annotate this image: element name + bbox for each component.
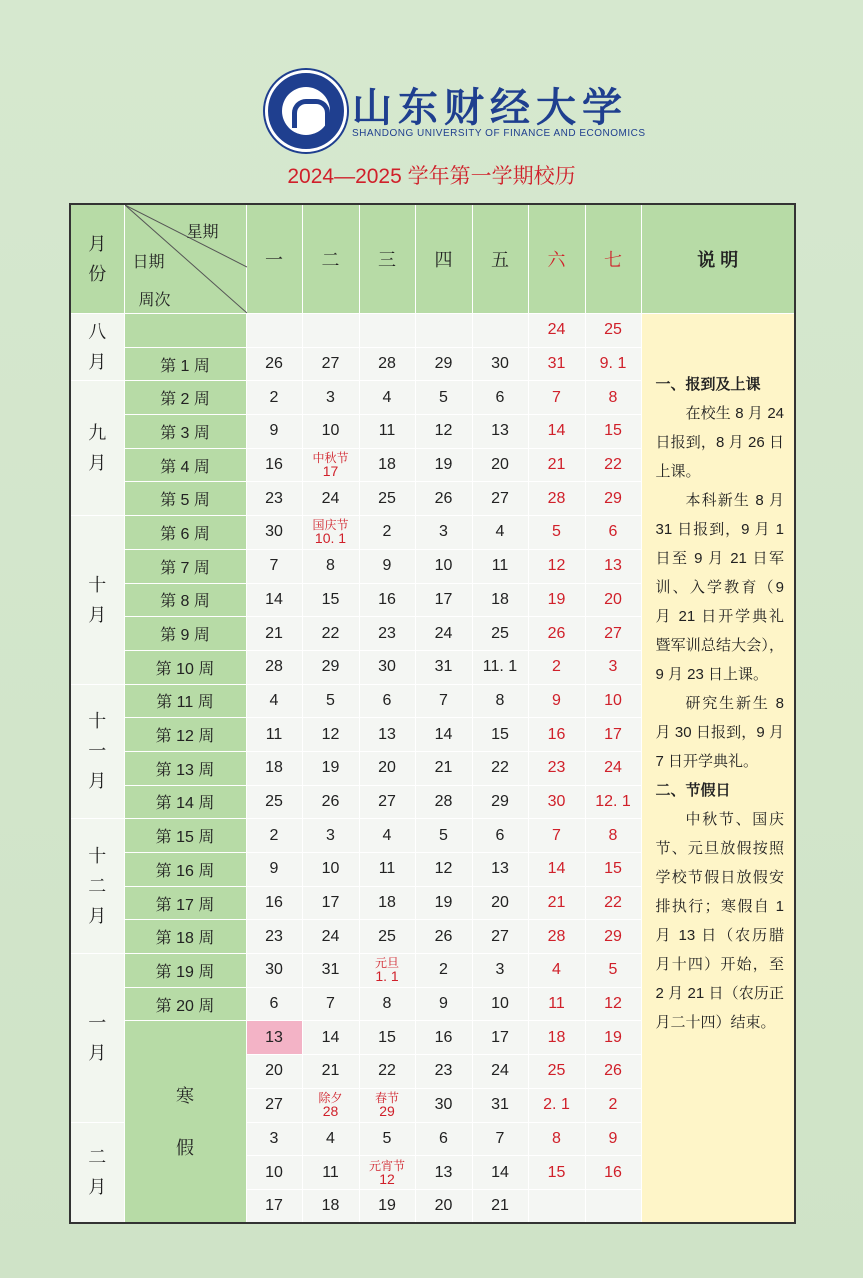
date-cell: 16 bbox=[359, 583, 415, 617]
date-cell bbox=[302, 314, 359, 348]
note-heading-2: 二、节假日 bbox=[655, 782, 731, 799]
week-cell: 第 5 周 bbox=[124, 482, 246, 516]
date-cell: 3 bbox=[415, 516, 472, 550]
date-cell: 4 bbox=[528, 954, 585, 988]
date-cell: 4 bbox=[359, 819, 415, 853]
date-cell: 27 bbox=[472, 482, 528, 516]
week-cell: 第 1 周 bbox=[124, 347, 246, 381]
date-cell: 19 bbox=[415, 886, 472, 920]
day-header-tue: 二 bbox=[302, 204, 359, 314]
date-cell: 12 bbox=[528, 549, 585, 583]
date-cell: 11 bbox=[528, 987, 585, 1021]
week-cell: 第 3 周 bbox=[124, 415, 246, 449]
date-cell: 14 bbox=[246, 583, 302, 617]
date-cell: 16 bbox=[585, 1156, 641, 1190]
diagonal-header bbox=[124, 204, 246, 314]
note-paragraph-2: 本科新生 8 月 31 日报到，9 月 1 日至 9 月 21 日军训、入学教育（9 月 21 日开学典礼暨军训总结大会），9 月 23 日上课。 bbox=[655, 492, 784, 683]
date-cell: 14 bbox=[528, 853, 585, 887]
date-cell: 3 bbox=[246, 1122, 302, 1156]
date-cell: 24 bbox=[415, 617, 472, 651]
date-cell: 13 bbox=[585, 549, 641, 583]
calendar-table bbox=[69, 203, 796, 1224]
date-cell: 25 bbox=[472, 617, 528, 651]
date-cell: 20 bbox=[472, 886, 528, 920]
week-cell: 第 9 周 bbox=[124, 617, 246, 651]
date-cell: 22 bbox=[585, 448, 641, 482]
date-cell: 5 bbox=[415, 381, 472, 415]
date-cell bbox=[415, 314, 472, 348]
date-cell: 19 bbox=[302, 751, 359, 785]
date-cell: 23 bbox=[528, 751, 585, 785]
date-cell: 8 bbox=[302, 549, 359, 583]
date-cell: 17 bbox=[415, 583, 472, 617]
week-cell: 第 10 周 bbox=[124, 650, 246, 684]
date-cell: 15 bbox=[585, 415, 641, 449]
date-cell: 16 bbox=[415, 1021, 472, 1055]
winter-break-cell: 寒假 bbox=[124, 1021, 246, 1223]
week-cell: 第 12 周 bbox=[124, 718, 246, 752]
date-cell: 5 bbox=[415, 819, 472, 853]
date-cell: 2 bbox=[246, 819, 302, 853]
date-cell: 12 bbox=[585, 987, 641, 1021]
date-cell: 24 bbox=[472, 1055, 528, 1089]
date-cell: 9 bbox=[415, 987, 472, 1021]
day-header-mon: 一 bbox=[246, 204, 302, 314]
page-title: 2024—2025 学年第一学期校历 bbox=[287, 165, 576, 188]
day-header-wed: 三 bbox=[359, 204, 415, 314]
note-header: 说 明 bbox=[641, 204, 795, 314]
date-label: 日期 bbox=[132, 254, 165, 271]
date-cell: 2 bbox=[415, 954, 472, 988]
date-cell: 元宵节 12 bbox=[359, 1156, 415, 1190]
date-cell: 31 bbox=[472, 1088, 528, 1122]
date-cell: 11 bbox=[359, 415, 415, 449]
date-cell: 3 bbox=[472, 954, 528, 988]
date-cell bbox=[246, 314, 302, 348]
date-cell: 28 bbox=[528, 920, 585, 954]
week-cell: 第 11 周 bbox=[124, 684, 246, 718]
date-cell: 15 bbox=[528, 1156, 585, 1190]
date-cell: 29 bbox=[472, 785, 528, 819]
date-cell: 18 bbox=[359, 448, 415, 482]
month-header: 月份 bbox=[70, 204, 124, 314]
date-cell: 8 bbox=[585, 819, 641, 853]
date-cell: 21 bbox=[528, 886, 585, 920]
date-cell: 5 bbox=[359, 1122, 415, 1156]
date-cell: 26 bbox=[528, 617, 585, 651]
date-cell: 23 bbox=[246, 482, 302, 516]
month-cell-feb: 二月 bbox=[70, 1122, 124, 1223]
date-cell: 4 bbox=[246, 684, 302, 718]
date-cell: 23 bbox=[415, 1055, 472, 1089]
date-cell: 16 bbox=[246, 886, 302, 920]
date-cell: 19 bbox=[585, 1021, 641, 1055]
date-cell: 9 bbox=[359, 549, 415, 583]
week-cell: 第 6 周 bbox=[124, 516, 246, 550]
date-cell: 15 bbox=[359, 1021, 415, 1055]
date-cell: 19 bbox=[359, 1189, 415, 1223]
date-cell: 28 bbox=[246, 650, 302, 684]
date-cell: 30 bbox=[359, 650, 415, 684]
date-cell: 8 bbox=[359, 987, 415, 1021]
university-logo bbox=[265, 70, 347, 152]
date-cell: 26 bbox=[415, 482, 472, 516]
date-cell: 10 bbox=[585, 684, 641, 718]
date-cell: 30 bbox=[528, 785, 585, 819]
date-cell: 16 bbox=[246, 448, 302, 482]
week-cell bbox=[124, 314, 246, 348]
month-cell-sep: 九月 bbox=[70, 381, 124, 516]
date-cell: 22 bbox=[359, 1055, 415, 1089]
date-cell: 17 bbox=[472, 1021, 528, 1055]
week-cell: 第 7 周 bbox=[124, 549, 246, 583]
date-cell: 31 bbox=[302, 954, 359, 988]
date-cell: 31 bbox=[415, 650, 472, 684]
week-cell: 第 13 周 bbox=[124, 751, 246, 785]
date-cell: 4 bbox=[359, 381, 415, 415]
weekday-label: 星期 bbox=[186, 224, 219, 241]
date-cell: 7 bbox=[528, 381, 585, 415]
date-cell: 16 bbox=[528, 718, 585, 752]
date-cell: 2 bbox=[528, 650, 585, 684]
date-cell: 10 bbox=[302, 415, 359, 449]
day-header-sat: 六 bbox=[528, 204, 585, 314]
date-cell bbox=[585, 1189, 641, 1223]
date-cell: 6 bbox=[359, 684, 415, 718]
note-paragraph-3: 研究生新生 8 月 30 日报到，9 月 7 日开学典礼。 bbox=[655, 695, 784, 770]
week-cell: 第 15 周 bbox=[124, 819, 246, 853]
date-cell: 24 bbox=[302, 920, 359, 954]
date-cell: 春节 29 bbox=[359, 1088, 415, 1122]
date-cell: 18 bbox=[472, 583, 528, 617]
date-cell: 13 bbox=[415, 1156, 472, 1190]
date-cell: 5 bbox=[302, 684, 359, 718]
date-cell: 14 bbox=[415, 718, 472, 752]
month-cell-aug: 八月 bbox=[70, 314, 124, 381]
date-cell: 20 bbox=[359, 751, 415, 785]
date-cell: 元旦 1. 1 bbox=[359, 954, 415, 988]
week-cell: 第 14 周 bbox=[124, 785, 246, 819]
date-cell: 29 bbox=[585, 482, 641, 516]
date-cell: 11 bbox=[302, 1156, 359, 1190]
date-cell: 25 bbox=[246, 785, 302, 819]
date-cell: 除夕 28 bbox=[302, 1088, 359, 1122]
date-cell: 9. 1 bbox=[585, 347, 641, 381]
date-cell: 15 bbox=[302, 583, 359, 617]
date-cell: 7 bbox=[246, 549, 302, 583]
date-cell: 28 bbox=[528, 482, 585, 516]
date-cell bbox=[528, 1189, 585, 1223]
date-cell: 11 bbox=[359, 853, 415, 887]
date-cell: 3 bbox=[302, 381, 359, 415]
date-cell: 24 bbox=[585, 751, 641, 785]
date-cell: 6 bbox=[472, 381, 528, 415]
date-cell: 25 bbox=[359, 482, 415, 516]
date-cell: 6 bbox=[246, 987, 302, 1021]
date-cell: 22 bbox=[585, 886, 641, 920]
date-cell: 10 bbox=[246, 1156, 302, 1190]
date-cell: 14 bbox=[472, 1156, 528, 1190]
date-cell: 15 bbox=[472, 718, 528, 752]
note-paragraph-1: 在校生 8 月 24 日报到，8 月 26 日上课。 bbox=[655, 405, 784, 480]
date-cell: 10 bbox=[302, 853, 359, 887]
date-cell: 6 bbox=[585, 516, 641, 550]
day-header-sun: 七 bbox=[585, 204, 641, 314]
date-cell: 9 bbox=[585, 1122, 641, 1156]
date-cell: 2. 1 bbox=[528, 1088, 585, 1122]
date-cell: 8 bbox=[585, 381, 641, 415]
date-cell: 7 bbox=[528, 819, 585, 853]
date-cell: 15 bbox=[585, 853, 641, 887]
date-cell: 26 bbox=[585, 1055, 641, 1089]
date-cell: 中秋节 17 bbox=[302, 448, 359, 482]
date-cell: 30 bbox=[246, 516, 302, 550]
date-cell: 7 bbox=[302, 987, 359, 1021]
date-cell: 21 bbox=[528, 448, 585, 482]
university-name: 山东财经大学 bbox=[352, 84, 628, 131]
day-header-thu: 四 bbox=[415, 204, 472, 314]
date-cell: 13 bbox=[359, 718, 415, 752]
month-cell-oct: 十月 bbox=[70, 516, 124, 684]
date-cell: 2 bbox=[585, 1088, 641, 1122]
date-cell: 12 bbox=[415, 415, 472, 449]
date-cell: 28 bbox=[415, 785, 472, 819]
note-heading-1: 一、报到及上课 bbox=[655, 376, 761, 393]
date-cell: 31 bbox=[528, 347, 585, 381]
date-cell: 22 bbox=[302, 617, 359, 651]
week-cell: 第 2 周 bbox=[124, 381, 246, 415]
date-cell: 国庆节 10. 1 bbox=[302, 516, 359, 550]
date-cell: 18 bbox=[246, 751, 302, 785]
week-cell: 第 16 周 bbox=[124, 853, 246, 887]
date-cell: 17 bbox=[585, 718, 641, 752]
date-cell: 7 bbox=[415, 684, 472, 718]
date-cell: 2 bbox=[246, 381, 302, 415]
date-cell: 20 bbox=[415, 1189, 472, 1223]
date-cell: 27 bbox=[359, 785, 415, 819]
date-cell: 12 bbox=[415, 853, 472, 887]
week-cell: 第 8 周 bbox=[124, 583, 246, 617]
date-cell bbox=[472, 314, 528, 348]
week-cell: 第 20 周 bbox=[124, 987, 246, 1021]
date-cell: 20 bbox=[246, 1055, 302, 1089]
date-cell: 10 bbox=[472, 987, 528, 1021]
date-cell: 22 bbox=[472, 751, 528, 785]
date-cell: 4 bbox=[302, 1122, 359, 1156]
date-cell: 14 bbox=[528, 415, 585, 449]
date-cell: 14 bbox=[302, 1021, 359, 1055]
date-cell: 6 bbox=[472, 819, 528, 853]
date-cell: 20 bbox=[472, 448, 528, 482]
date-cell: 10 bbox=[415, 549, 472, 583]
notes-panel bbox=[641, 314, 795, 1224]
week-cell: 第 18 周 bbox=[124, 920, 246, 954]
month-cell-nov: 十一月 bbox=[70, 684, 124, 819]
date-cell: 3 bbox=[302, 819, 359, 853]
month-cell-dec: 十二月 bbox=[70, 819, 124, 954]
month-cell-jan: 一月 bbox=[70, 954, 124, 1122]
date-cell: 17 bbox=[246, 1189, 302, 1223]
date-cell: 29 bbox=[585, 920, 641, 954]
date-cell: 5 bbox=[528, 516, 585, 550]
date-cell: 27 bbox=[246, 1088, 302, 1122]
date-cell: 5 bbox=[585, 954, 641, 988]
date-cell: 9 bbox=[246, 415, 302, 449]
date-cell: 9 bbox=[528, 684, 585, 718]
week-label: 周次 bbox=[138, 292, 171, 309]
date-cell: 8 bbox=[528, 1122, 585, 1156]
page-header bbox=[0, 60, 863, 150]
note-paragraph-4: 中秋节、国庆节、元旦放假按照学校节假日放假安排执行；寒假自 1 月 13 日（农历腊月十四）开始，至 2 月 21 日（农历正月二十四）结束。 bbox=[655, 811, 784, 1031]
date-cell: 7 bbox=[472, 1122, 528, 1156]
date-cell: 18 bbox=[359, 886, 415, 920]
date-cell: 30 bbox=[246, 954, 302, 988]
date-cell: 2 bbox=[359, 516, 415, 550]
date-cell: 19 bbox=[415, 448, 472, 482]
date-cell: 17 bbox=[302, 886, 359, 920]
date-cell: 27 bbox=[472, 920, 528, 954]
date-cell: 13 bbox=[472, 853, 528, 887]
week-cell: 第 4 周 bbox=[124, 448, 246, 482]
date-cell: 20 bbox=[585, 583, 641, 617]
date-cell: 30 bbox=[415, 1088, 472, 1122]
date-cell: 18 bbox=[528, 1021, 585, 1055]
date-cell: 24 bbox=[528, 314, 585, 348]
date-cell: 12. 1 bbox=[585, 785, 641, 819]
date-cell: 30 bbox=[472, 347, 528, 381]
date-cell: 26 bbox=[246, 347, 302, 381]
date-cell: 23 bbox=[246, 920, 302, 954]
date-cell: 8 bbox=[472, 684, 528, 718]
date-cell: 18 bbox=[302, 1189, 359, 1223]
date-cell: 21 bbox=[472, 1189, 528, 1223]
date-cell: 19 bbox=[528, 583, 585, 617]
date-cell: 9 bbox=[246, 853, 302, 887]
date-cell: 11 bbox=[246, 718, 302, 752]
date-cell: 11. 1 bbox=[472, 650, 528, 684]
date-cell: 4 bbox=[472, 516, 528, 550]
date-cell: 12 bbox=[302, 718, 359, 752]
week-cell: 第 19 周 bbox=[124, 954, 246, 988]
date-cell bbox=[359, 314, 415, 348]
table-row bbox=[70, 314, 795, 348]
date-cell: 25 bbox=[585, 314, 641, 348]
date-cell: 21 bbox=[415, 751, 472, 785]
date-cell: 11 bbox=[472, 549, 528, 583]
date-cell: 26 bbox=[415, 920, 472, 954]
week-cell: 第 17 周 bbox=[124, 886, 246, 920]
date-cell: 21 bbox=[246, 617, 302, 651]
date-cell: 13 bbox=[472, 415, 528, 449]
date-cell: 24 bbox=[302, 482, 359, 516]
date-cell: 28 bbox=[359, 347, 415, 381]
day-header-fri: 五 bbox=[472, 204, 528, 314]
date-cell: 25 bbox=[528, 1055, 585, 1089]
date-cell: 3 bbox=[585, 650, 641, 684]
date-cell: 29 bbox=[302, 650, 359, 684]
date-cell: 21 bbox=[302, 1055, 359, 1089]
date-cell: 27 bbox=[302, 347, 359, 381]
date-cell: 6 bbox=[415, 1122, 472, 1156]
date-cell: 23 bbox=[359, 617, 415, 651]
date-cell: 27 bbox=[585, 617, 641, 651]
university-name-en: SHANDONG UNIVERSITY OF FINANCE AND ECONOMICS bbox=[352, 128, 646, 139]
date-cell: 13 bbox=[246, 1021, 302, 1055]
date-cell: 25 bbox=[359, 920, 415, 954]
date-cell: 26 bbox=[302, 785, 359, 819]
date-cell: 29 bbox=[415, 347, 472, 381]
